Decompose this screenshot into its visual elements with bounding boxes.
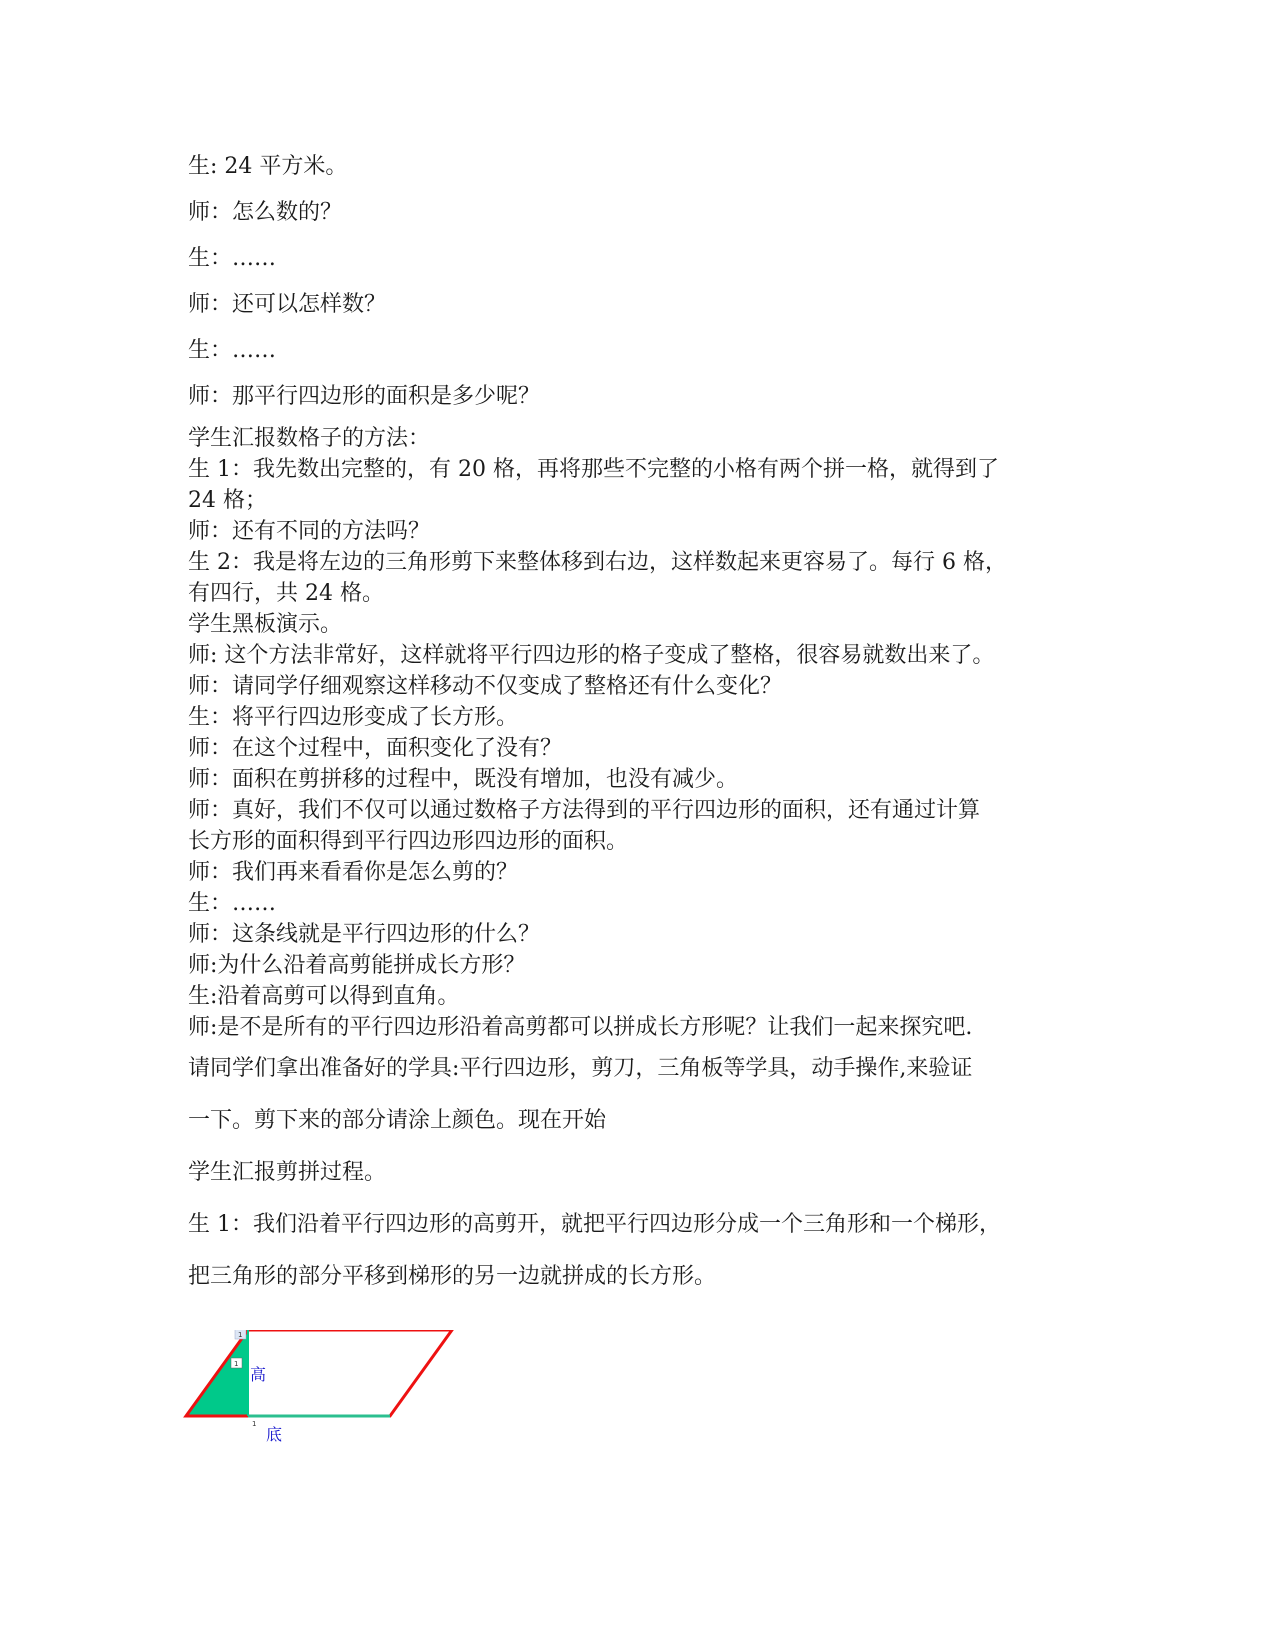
parallelogram-diagram xyxy=(180,1330,460,1450)
text-line: 师：在这个过程中，面积变化了没有？ xyxy=(188,736,563,761)
text-line: 师：怎么数的？ xyxy=(188,200,343,225)
parallelogram-figure xyxy=(180,1330,460,1450)
text-line: 师：那平行四边形的面积是多少呢？ xyxy=(188,384,541,409)
text-line: 24 格； xyxy=(188,488,267,513)
text-line: 生 1：我们沿着平行四边形的高剪开，就把平行四边形分成一个三角形和一个梯形， xyxy=(188,1212,1001,1237)
text-line: 生 1：我先数出完整的，有 20 格，再将那些不完整的小格有两个拼一格，就得到了 xyxy=(188,457,999,482)
text-line: 师：还有不同的方法吗？ xyxy=(188,519,431,544)
marker-label: 1 xyxy=(234,1360,239,1368)
text-line: 生：将平行四边形变成了长方形。 xyxy=(188,705,519,730)
text-line: 师：还可以怎样数？ xyxy=(188,292,387,317)
base-label: 底 xyxy=(266,1425,283,1444)
text-line: 师:为什么沿着高剪能拼成长方形？ xyxy=(188,953,526,978)
text-line: 师：真好，我们不仅可以通过数格子方法得到的平行四边形的面积，还有通过计算 xyxy=(188,798,981,823)
text-line: 师:是不是所有的平行四边形沿着高剪都可以拼成长方形呢？让我们一起来探究吧. xyxy=(188,1015,973,1040)
text-line: 学生汇报剪拼过程。 xyxy=(188,1160,387,1185)
text-line: 把三角形的部分平移到梯形的另一边就拼成的长方形。 xyxy=(188,1264,717,1289)
height-label: 高 xyxy=(250,1365,267,1384)
text-line: 学生汇报数格子的方法： xyxy=(188,426,431,451)
text-line: 生: 24 平方米。 xyxy=(188,154,348,179)
text-line: 生:沿着高剪可以得到直角。 xyxy=(188,984,460,1009)
text-line: 学生黑板演示。 xyxy=(188,612,343,637)
text-line: 师：面积在剪拼移的过程中，既没有增加，也没有减少。 xyxy=(188,767,739,792)
text-line: 师：我们再来看看你是怎么剪的？ xyxy=(188,860,519,885)
marker-label: 1 xyxy=(238,1331,243,1339)
text-line: 生 2：我是将左边的三角形剪下来整体移到右边，这样数起来更容易了。每行 6 格， xyxy=(188,550,1007,575)
marker-label: 1 xyxy=(252,1420,257,1428)
text-line: 一下。剪下来的部分请涂上颜色。现在开始 xyxy=(188,1108,607,1133)
text-line: 生：…… xyxy=(188,891,277,916)
text-line: 请同学们拿出准备好的学具:平行四边形，剪刀，三角板等学具，动手操作,来验证 xyxy=(188,1056,973,1081)
text-line: 生：…… xyxy=(188,338,277,363)
text-line: 生：…… xyxy=(188,246,277,271)
text-line: 师：这条线就是平行四边形的什么？ xyxy=(188,922,541,947)
text-line: 师: 这个方法非常好，这样就将平行四边形的格子变成了整格，很容易就数出来了。 xyxy=(188,643,995,668)
text-line: 有四行，共 24 格。 xyxy=(188,581,384,606)
text-line: 长方形的面积得到平行四边形四边形的面积。 xyxy=(188,829,629,854)
text-line: 师：请同学仔细观察这样移动不仅变成了整格还有什么变化？ xyxy=(188,674,783,699)
